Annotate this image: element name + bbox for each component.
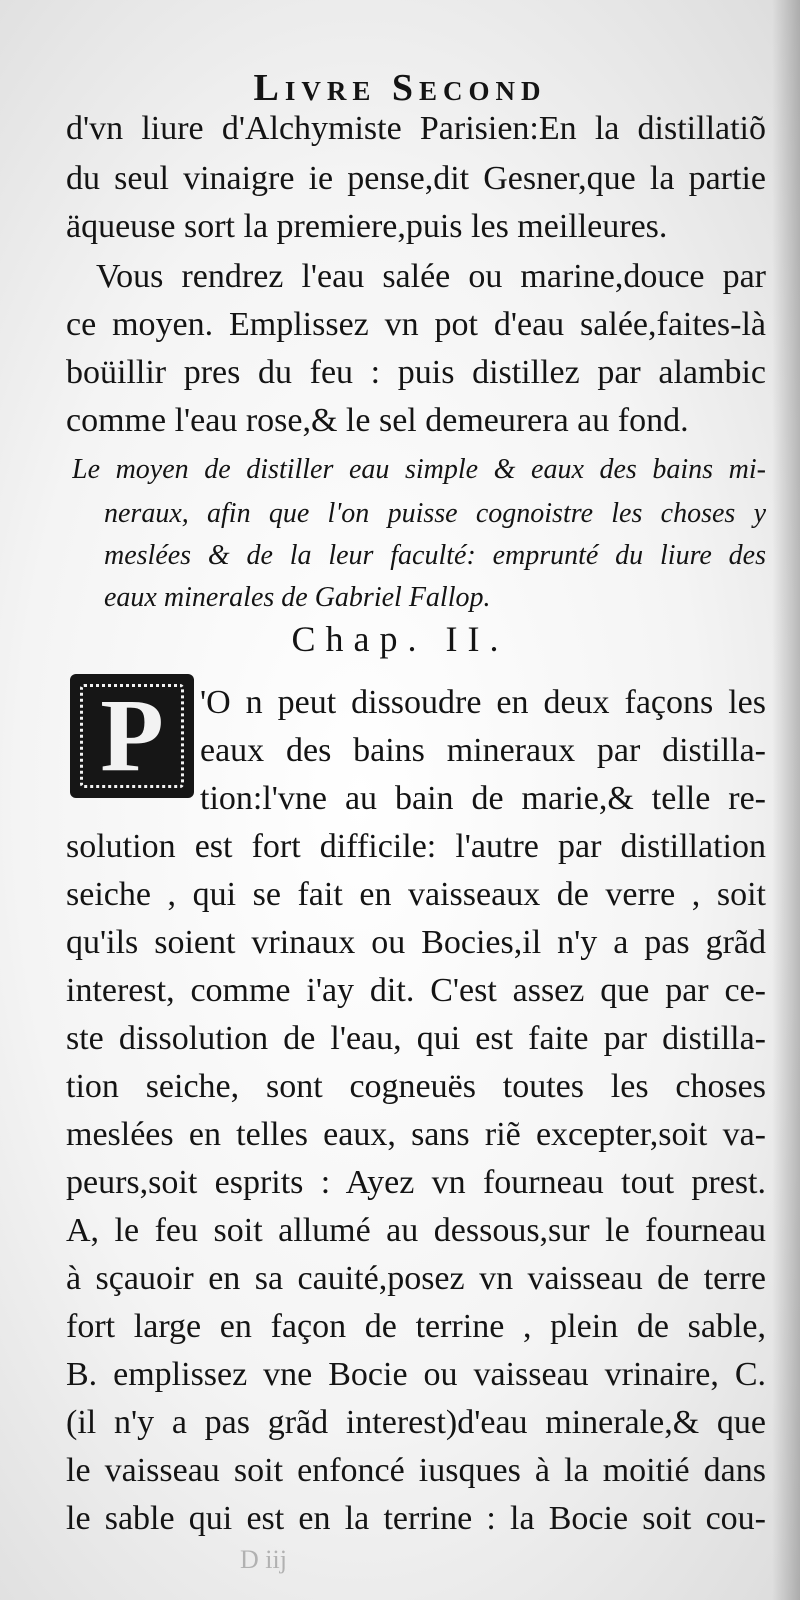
text-line: 'O n peut dissoudre en deux façons les [200, 684, 766, 721]
summary-line: eaux minerales de Gabriel Fallop. [104, 582, 491, 613]
text-line: comme l'eau rose,& le sel demeurera au fond. [66, 402, 689, 439]
text-line: ce moyen. Emplissez vn pot d'eau salée,faites-là [66, 306, 766, 343]
page-gutter-shadow [772, 0, 800, 1600]
text-line: seiche , qui se fait en vaisseaux de verre , soit [66, 876, 766, 913]
text-line: du seul vinaigre ie pense,dit Gesner,que la partie [66, 160, 766, 197]
text-line: B. emplissez vne Bocie ou vaisseau vrinaire, C. [66, 1356, 766, 1393]
signature-mark: D iij [240, 1545, 287, 1574]
text-line: tion seiche, sont cogneuës toutes les choses [66, 1068, 766, 1105]
chapter-heading: Chap. II. [291, 619, 509, 659]
decorated-initial [70, 674, 194, 798]
text-line: d'vn liure d'Alchymiste Parisien:En la distillatiõ [66, 110, 766, 147]
text-line: fort large en façon de terrine , plein de sable, [66, 1308, 766, 1345]
text-line: Vous rendrez l'eau salée ou marine,douce par [96, 258, 766, 295]
text-line: le vaisseau soit enfoncé iusques à la moitié dans [66, 1452, 766, 1489]
text-line: ste dissolution de l'eau, qui est faite par distilla- [66, 1020, 766, 1057]
summary-line: Le moyen de distiller eau simple & eaux des bains mi- [72, 454, 766, 485]
text-line: interest, comme i'ay dit. C'est assez que par ce- [66, 972, 766, 1009]
text-line: eaux des bains mineraux par distilla- [200, 732, 766, 769]
initial-letter: P [100, 678, 164, 793]
text-line: meslées en telles eaux, sans riẽ excepter,soit va- [66, 1116, 766, 1153]
running-header: Livre Second [253, 67, 547, 109]
text-line: qu'ils soient vrinaux ou Bocies,il n'y a pas grãd [66, 924, 766, 961]
text-line: solution est fort difficile: l'autre par distillation [66, 828, 766, 865]
text-line: (il n'y a pas grãd interest)d'eau minerale,& que [66, 1404, 766, 1441]
text-line: tion:l'vne au bain de marie,& telle re- [200, 780, 766, 817]
text-line: boüillir pres du feu : puis distillez par alambic [66, 354, 766, 391]
text-line: le sable qui est en la terrine : la Bocie soit cou- [66, 1500, 766, 1537]
text-line: peurs,soit esprits : Ayez vn fourneau tout prest. [66, 1164, 766, 1201]
text-line: äqueuse sort la premiere,puis les meilleures. [66, 208, 668, 245]
text-line: à sçauoir en sa cauité,posez vn vaisseau de terre [66, 1260, 766, 1297]
summary-line: meslées & de la leur faculté: emprunté du liure des [104, 540, 766, 571]
text-line: A, le feu soit allumé au dessous,sur le fourneau [66, 1212, 766, 1249]
summary-line: neraux, afin que l'on puisse cognoistre les choses y [104, 498, 766, 529]
